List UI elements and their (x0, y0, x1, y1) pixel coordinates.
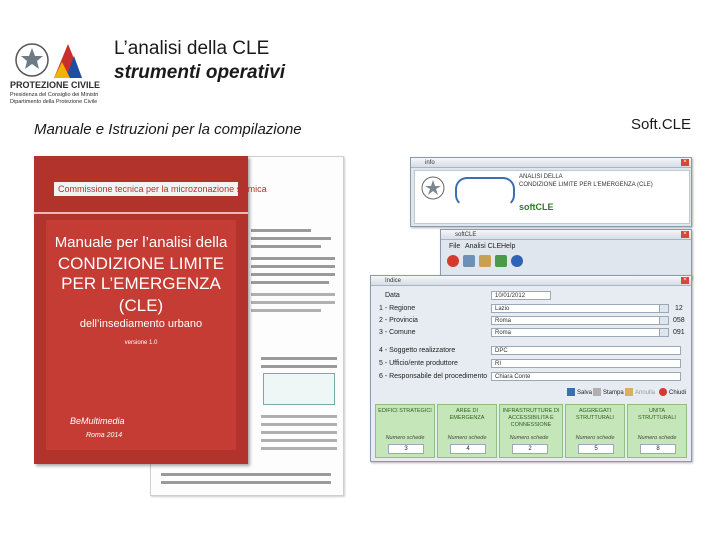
cancel-button[interactable]: Annulla (625, 387, 655, 399)
page-title-subtitle: strumenti operativi (114, 62, 286, 83)
protezione-civile-logo (10, 36, 100, 106)
page-title: L’analisi della CLE (114, 38, 270, 59)
cover-place-year: Roma 2014 (86, 432, 123, 439)
export-icon[interactable] (495, 255, 507, 267)
close-icon[interactable]: × (681, 277, 689, 284)
info-text-1: ANALISI DELLA (519, 174, 563, 180)
save-icon (567, 388, 575, 396)
window-title: Indice (371, 276, 691, 286)
label-comune: 3 - Comune (379, 329, 416, 336)
label-soggetto: 4 - Soggetto realizzatore (379, 347, 456, 354)
panel-title: AREE DI EMERGENZA (449, 408, 485, 421)
menu-file[interactable]: File (449, 243, 461, 250)
close-icon (659, 388, 667, 396)
menu-analisi-cle[interactable]: Analisi CLE (465, 243, 502, 250)
softcle-main-window (440, 229, 692, 279)
cover-title-line-3: PER L’EMERGENZA (61, 274, 221, 293)
logo-name: PROTEZIONE CIVILE (10, 80, 101, 90)
print-button[interactable]: Stampa (593, 387, 624, 399)
panel-count: 5 (578, 444, 614, 454)
cover-title-line-2: CONDIZIONE LIMITE (57, 254, 225, 273)
cover-title-line-4: (CLE) (118, 296, 164, 315)
provincia-select[interactable]: Roma (491, 316, 669, 325)
logo-subtitle-2: Dipartimento della Protezione Civile (10, 99, 98, 105)
responsabile-field[interactable]: Chiara Conte (491, 372, 681, 381)
cover-publisher: BeMultimedia (70, 416, 125, 426)
panel-infrastrutture[interactable] (499, 404, 563, 458)
print-icon (593, 388, 601, 396)
panel-title: INFRASTRUTTURE DI ACCESSIBILITA E CONNESSIONE (502, 408, 560, 428)
date-field[interactable]: 10/01/2012 (491, 291, 551, 300)
panel-subtitle: Numero schede (637, 435, 677, 441)
comune-select[interactable]: Roma (491, 328, 669, 337)
comune-code: 091 (673, 329, 685, 336)
emblem-icon (419, 175, 447, 201)
emblem-icon (10, 36, 100, 84)
edit-icon[interactable] (463, 255, 475, 267)
provincia-code: 058 (673, 317, 685, 324)
label-ufficio: 5 - Ufficio/ente produttore (379, 360, 458, 367)
panel-edifici-strategici[interactable] (375, 404, 435, 458)
panel-subtitle: Numero schede (447, 435, 487, 441)
panel-title: AGGREGATI STRUTTURALI (576, 408, 614, 421)
folder-icon[interactable] (479, 255, 491, 267)
cover-title-line-1: Manuale per l’analisi della (54, 234, 228, 251)
ufficio-field[interactable]: RI (491, 359, 681, 368)
indice-form-window (370, 275, 692, 462)
section-caption-manual: Manuale e Istruzioni per la compilazione (34, 121, 302, 138)
panel-subtitle: Numero schede (385, 435, 425, 441)
panel-subtitle: Numero schede (509, 435, 549, 441)
close-icon[interactable]: × (681, 159, 689, 166)
cover-title-line-5: dell’insediamento urbano (79, 318, 203, 330)
stop-icon[interactable] (447, 255, 459, 267)
window-title: info (411, 158, 691, 168)
panel-unita-strutturali[interactable] (627, 404, 687, 458)
panel-title: UNITA STRUTTURALI (638, 408, 676, 421)
undo-icon (625, 388, 633, 396)
regione-logo-icon (455, 177, 515, 207)
section-caption-softcle: Soft.CLE (631, 116, 692, 133)
panel-count: 3 (388, 444, 424, 454)
regione-select[interactable]: Lazio (491, 304, 669, 313)
regione-code: 12 (675, 305, 683, 312)
panel-aggregati-strutturali[interactable] (565, 404, 625, 458)
softcle-brand: softCLE (519, 202, 554, 212)
label-data: Data (385, 292, 400, 299)
soggetto-field[interactable]: DPC (491, 346, 681, 355)
close-button[interactable]: Chiudi (659, 387, 686, 399)
window-title: softCLE (441, 230, 691, 240)
panel-count: 2 (512, 444, 548, 454)
cover-commission: Commissione tecnica per la microzonazione sismica (54, 182, 238, 196)
manual-cover (34, 156, 267, 464)
info-text-2: CONDIZIONE LIMITE PER L’EMERGENZA (CLE) (519, 182, 653, 188)
label-provincia: 2 - Provincia (379, 317, 418, 324)
cover-version: versione 1.0 (124, 340, 158, 346)
panel-subtitle: Numero schede (575, 435, 615, 441)
softcle-info-window (410, 157, 692, 227)
close-icon[interactable]: × (681, 231, 689, 238)
menu-help[interactable]: Help (501, 243, 516, 250)
logo-subtitle-1: Presidenza del Consiglio dei Ministri (10, 92, 99, 98)
panel-count: 4 (450, 444, 486, 454)
save-button[interactable]: Salva (567, 387, 592, 399)
panel-count: 8 (640, 444, 676, 454)
label-regione: 1 - Regione (379, 305, 416, 312)
panel-title: EDIFICI STRATEGICI (378, 408, 432, 414)
info-icon[interactable] (511, 255, 523, 267)
panel-aree-emergenza[interactable] (437, 404, 497, 458)
label-responsabile: 6 - Responsabile del procedimento (379, 373, 488, 380)
